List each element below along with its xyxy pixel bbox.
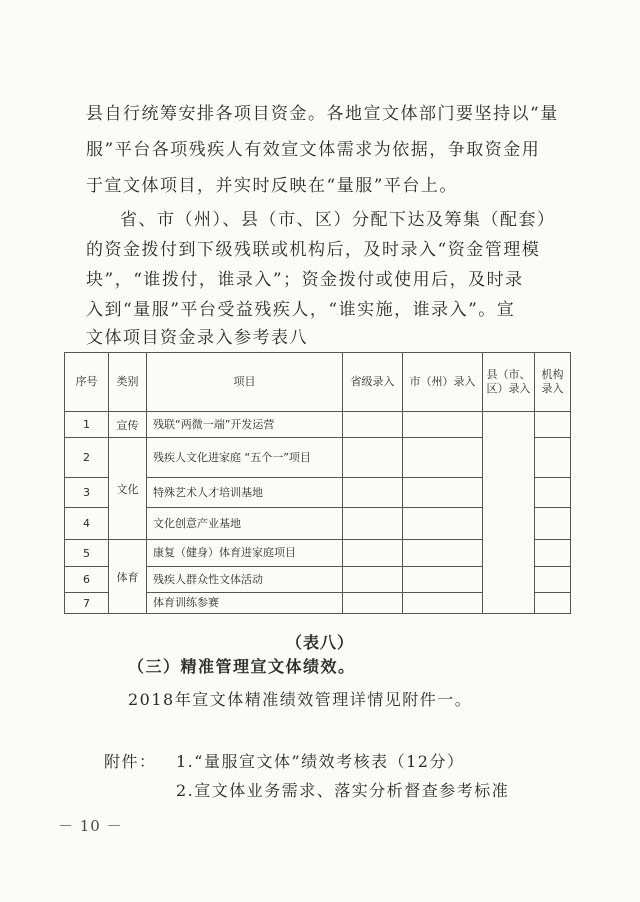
fund-entry-table [64,352,571,614]
row-item: 文化创意产业基地 [147,508,343,540]
cell-city [403,593,483,614]
row-category: 文化 [109,438,147,540]
row-no: 5 [65,540,109,567]
paragraph-line: 入到“量服”平台受益残疾人，“谁实施，谁录入”。宣 [86,300,516,320]
cell-province [343,593,403,614]
cell-city [403,412,483,438]
header-county: 县（市、区）录入 [483,353,535,412]
header-org: 机构录入 [535,353,571,412]
table-header-row [65,353,571,412]
cell-city [403,540,483,567]
page-number: － 10 － [58,817,123,835]
row-item: 残疾人文化进家庭 “五个一”项目 [147,438,343,478]
cell-province [343,508,403,540]
cell-city [403,438,483,478]
cell-org [535,540,571,567]
paragraph-line: 省、市（州）、县（市、区）分配下达及筹集（配套） [120,210,556,230]
cell-city [403,508,483,540]
row-no: 6 [65,567,109,593]
row-item: 残疾人群众性文体活动 [147,567,343,593]
cell-org [535,478,571,508]
row-no: 3 [65,478,109,508]
cell-org [535,593,571,614]
row-no: 2 [65,438,109,478]
attachment-item-2: 2.宣文体业务需求、落实分析督查参考标准 [176,781,510,800]
cell-org [535,438,571,478]
cell-county [483,412,535,614]
header-province: 省级录入 [343,353,403,412]
row-no: 1 [65,412,109,438]
paragraph-line: 服”平台各项残疾人有效宣文体需求为依据，争取资金用 [86,140,541,160]
header-no: 序号 [65,353,109,412]
row-no: 7 [65,593,109,614]
row-item: 特殊艺术人才培训基地 [147,478,343,508]
cell-city [403,478,483,508]
cell-org [535,508,571,540]
table-row [65,412,571,438]
paragraph-line: 块”，“谁拨付，谁录入”；资金拨付或使用后，及时录 [86,270,524,290]
header-item: 项目 [147,353,343,412]
header-category: 类别 [109,353,147,412]
row-item: 康复（健身）体育进家庭项目 [147,540,343,567]
row-category: 宣传 [109,412,147,438]
cell-province [343,478,403,508]
row-category: 体育 [109,540,147,614]
cell-province [343,438,403,478]
paragraph-line: 于宣文体项目，并实时反映在“量服”平台上。 [86,176,458,196]
cell-province [343,540,403,567]
row-no: 4 [65,508,109,540]
paragraph-line: 县自行统筹安排各项目资金。各地宣文体部门要坚持以“量 [86,104,559,124]
header-city: 市（州）录入 [403,353,483,412]
paragraph-line: 的资金拨付到下级残联或机构后，及时录入“资金管理模 [86,240,541,260]
cell-province [343,412,403,438]
row-item: 体育训练参赛 [147,593,343,614]
paragraph-line: 文体项目资金录入参考表八 [86,328,308,348]
cell-province [343,567,403,593]
cell-org [535,412,571,438]
cell-org [535,567,571,593]
section-text: 2018年宣文体精准绩效管理详情见附件一。 [128,690,473,709]
section-heading: （三）精准管理宣文体绩效。 [128,657,356,676]
row-item: 残联“两微一端”开发运营 [147,412,343,438]
attachments-label: 附件： [104,752,157,771]
cell-city [403,567,483,593]
table-caption: （表八） [285,633,354,652]
attachment-item-1: 1.“量服宣文体”绩效考核表（12分） [176,752,465,771]
